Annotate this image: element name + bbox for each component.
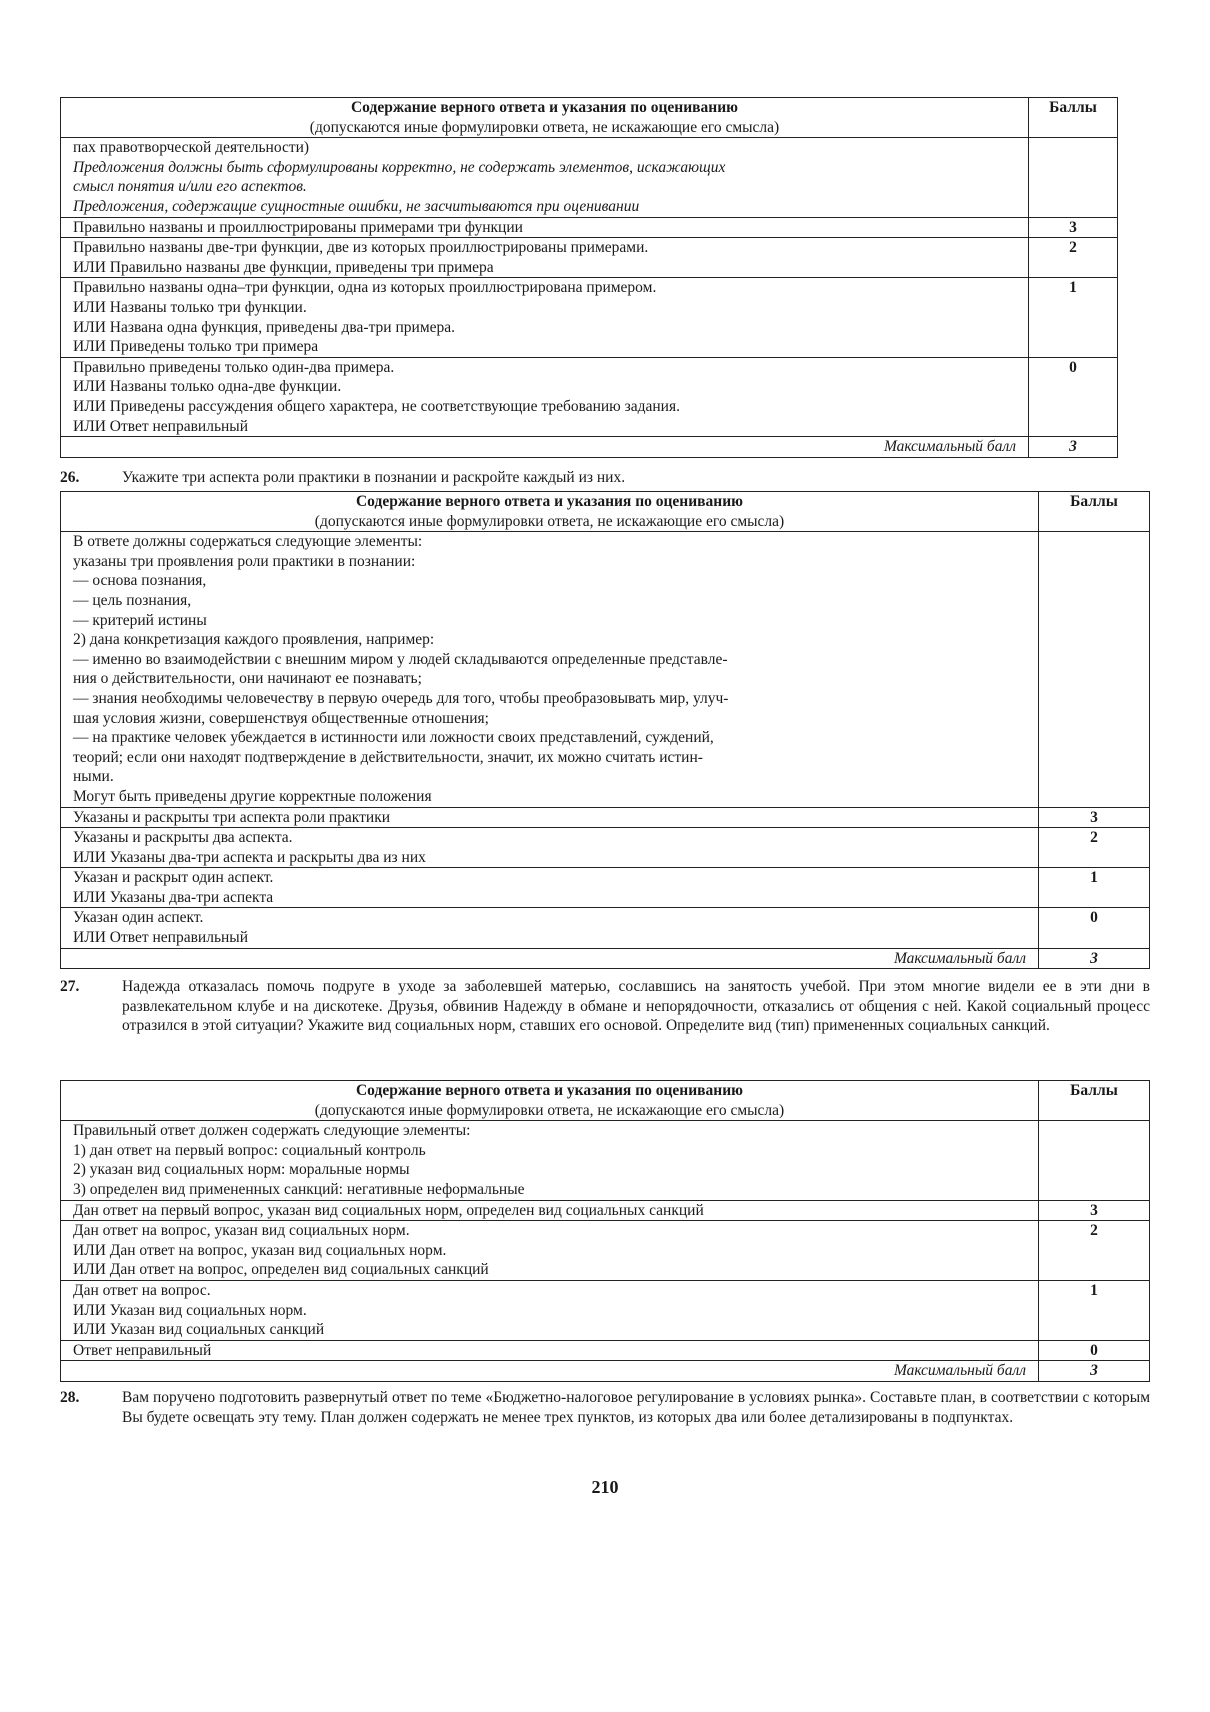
max-score-value: 3	[1029, 437, 1118, 458]
criteria-line: Ответ неправильный	[73, 1341, 212, 1359]
question-28	[60, 1388, 1150, 1427]
content-header-cell	[61, 1081, 1039, 1121]
criteria-line: ИЛИ Дан ответ на вопрос, определен вид социальных санкций	[73, 1261, 489, 1279]
max-score-row	[61, 437, 1118, 458]
table-row	[61, 868, 1150, 908]
criteria-line: указаны три проявления роли практики в познании:	[73, 552, 416, 570]
question-text: Укажите три аспекта роли практики в познании и раскройте каждый из них.	[122, 469, 626, 486]
table-row	[61, 1221, 1150, 1281]
criteria-cell	[61, 1221, 1039, 1281]
table-row	[61, 532, 1150, 807]
criteria-line: Указаны и раскрыты три аспекта роли практики	[73, 808, 391, 826]
criteria-line: 3) определен вид примененных санкций: негативные неформальные	[73, 1180, 525, 1198]
criteria-cell	[61, 828, 1039, 868]
criteria-line: Дан ответ на первый вопрос, указан вид социальных норм, определен вид социальных санкций	[73, 1201, 704, 1219]
criteria-line: ИЛИ Дан ответ на вопрос, указан вид социальных норм.	[73, 1241, 447, 1259]
score-cell	[1039, 532, 1150, 807]
score-cell: 0	[1039, 908, 1150, 948]
table-row	[61, 238, 1118, 278]
score-cell: 3	[1039, 807, 1150, 828]
criteria-line: — основа познания,	[73, 572, 207, 590]
criteria-line: Указаны и раскрыты два аспекта.	[73, 829, 293, 847]
score-cell: 2	[1039, 828, 1150, 868]
content-header-cell	[61, 98, 1029, 138]
score-cell: 2	[1039, 1221, 1150, 1281]
criteria-line: — на практике человек убеждается в истинности или ложности своих представлений, суждений,	[73, 729, 714, 747]
score-header: Баллы	[1049, 99, 1097, 116]
score-cell	[1029, 138, 1118, 217]
score-header-cell	[1039, 492, 1150, 532]
table-row	[61, 1280, 1150, 1340]
table-row	[61, 807, 1150, 828]
criteria-line: — знания необходимы человечеству в первую очередь для того, чтобы преобразовывать мир, улуч-	[73, 689, 729, 707]
question-number: 28.	[60, 1389, 80, 1406]
criteria-line: 2) указан вид социальных норм: моральные нормы	[73, 1161, 410, 1179]
header-title: Содержание верного ответа и указания по оцениванию	[355, 493, 743, 510]
criteria-line: ИЛИ Указан вид социальных санкций	[73, 1321, 325, 1339]
criteria-cell	[61, 1200, 1039, 1221]
score-cell: 1	[1039, 868, 1150, 908]
question-27	[60, 977, 1150, 1036]
criteria-line: смысл понятия и/или его аспектов.	[73, 178, 307, 196]
score-cell	[1039, 1121, 1150, 1200]
table-header-row	[61, 98, 1118, 138]
criteria-line: — именно во взаимодействии с внешним миром у людей складываются определенные представле-	[73, 650, 728, 668]
criteria-line: ИЛИ Ответ неправильный	[73, 417, 249, 435]
criteria-line: Предложения, содержащие сущностные ошибки, не засчитываются при оценивании	[73, 197, 640, 215]
table-row	[61, 828, 1150, 868]
criteria-line: Указан и раскрыт один аспект.	[73, 869, 274, 887]
table-row	[61, 1121, 1150, 1200]
criteria-line: Дан ответ на вопрос, указан вид социальных норм.	[73, 1222, 410, 1240]
score-cell: 3	[1029, 217, 1118, 238]
criteria-line: ИЛИ Ответ неправильный	[73, 929, 249, 947]
criteria-line: Могут быть приведены другие корректные положения	[73, 787, 432, 805]
score-cell: 0	[1039, 1340, 1150, 1361]
question-text: Надежда отказалась помочь подруге в уходе за заболевшей матерью, сославшись на занятость учебой. При этом многие видели ее в эти дни в развлекательном клубе и на дискотеке. Друзья, обвинив Надежду в обмане и непорядочности, отказались от общения с ней. Какой социальный процесс отразился в этой ситуации? Укажите вид социальных норм, ставших его основой. Определите вид (тип) примененных социальных санкций.	[122, 978, 1150, 1035]
score-header-cell	[1029, 98, 1118, 138]
question-text: Вам поручено подготовить развернутый ответ по теме «Бюджетно-налоговое регулирование в условиях рынка». Составьте план, в соответствии с которым Вы будете освещать эту тему. План должен содержать не менее трех пунктов, из которых два или более детализированы в подпунктах.	[122, 1389, 1150, 1426]
criteria-line: Правильный ответ должен содержать следующие элементы:	[73, 1122, 471, 1140]
header-subtitle: (допускаются иные формулировки ответа, не искажающие его смысла)	[314, 512, 785, 530]
header-title: Содержание верного ответа и указания по оцениванию	[350, 99, 738, 116]
criteria-line: ными.	[73, 768, 114, 786]
criteria-line: ИЛИ Названы только одна-две функции.	[73, 378, 342, 396]
score-cell: 2	[1029, 238, 1118, 278]
criteria-line: ИЛИ Указаны два-три аспекта и раскрыты два из них	[73, 848, 426, 866]
criteria-line: Правильно названы две-три функции, две из которых проиллюстрированы примерами.	[73, 239, 649, 257]
scoring-table-27	[60, 1080, 1150, 1382]
page-number: 210	[591, 1477, 619, 1497]
criteria-line: ИЛИ Названы только три функции.	[73, 298, 307, 316]
table-row	[61, 908, 1150, 948]
criteria-line: ния о действительности, они начинают ее познавать;	[73, 670, 422, 688]
criteria-line: Правильно названы и проиллюстрированы примерами три функции	[73, 218, 523, 236]
criteria-cell	[61, 138, 1029, 217]
criteria-line: пах правотворческой деятельности)	[73, 139, 310, 157]
criteria-line: шая условия жизни, совершенствуя общественные отношения;	[73, 709, 489, 727]
score-cell: 1	[1039, 1280, 1150, 1340]
criteria-cell	[61, 532, 1039, 807]
criteria-line: теорий; если они находят подтверждение в действительности, значит, их можно считать истин-	[73, 748, 703, 766]
criteria-line: Указан один аспект.	[73, 909, 204, 927]
criteria-cell	[61, 357, 1029, 436]
criteria-line: ИЛИ Названа одна функция, приведены два-три примера.	[73, 318, 456, 336]
max-score-value: 3	[1039, 1361, 1150, 1382]
criteria-cell	[61, 238, 1029, 278]
score-header: Баллы	[1070, 493, 1118, 510]
score-cell: 0	[1029, 357, 1118, 436]
scoring-table-26	[60, 491, 1150, 969]
score-header-cell	[1039, 1081, 1150, 1121]
question-number: 27.	[60, 978, 80, 995]
header-title: Содержание верного ответа и указания по оцениванию	[355, 1082, 743, 1099]
question-26	[60, 468, 1150, 488]
criteria-cell	[61, 1121, 1039, 1200]
criteria-cell	[61, 1280, 1039, 1340]
header-subtitle: (допускаются иные формулировки ответа, не искажающие его смысла)	[314, 1101, 785, 1119]
criteria-line: 1) дан ответ на первый вопрос: социальный контроль	[73, 1141, 426, 1159]
table-header-row	[61, 1081, 1150, 1121]
table-row	[61, 217, 1118, 238]
max-score-label: Максимальный балл	[61, 1361, 1039, 1382]
max-score-row	[61, 1361, 1150, 1382]
max-score-value: 3	[1039, 948, 1150, 969]
table-row	[61, 1200, 1150, 1221]
score-header: Баллы	[1070, 1082, 1118, 1099]
score-cell: 1	[1029, 278, 1118, 357]
criteria-line: ИЛИ Указан вид социальных норм.	[73, 1301, 307, 1319]
score-cell: 3	[1039, 1200, 1150, 1221]
criteria-line: Правильно названы одна–три функции, одна из которых проиллюстрирована примером.	[73, 279, 657, 297]
criteria-line: ИЛИ Указаны два-три аспекта	[73, 888, 274, 906]
criteria-line: В ответе должны содержаться следующие элементы:	[73, 533, 423, 551]
table-header-row	[61, 492, 1150, 532]
criteria-cell	[61, 868, 1039, 908]
header-subtitle: (допускаются иные формулировки ответа, не искажающие его смысла)	[309, 118, 780, 136]
criteria-line: ИЛИ Приведены рассуждения общего характера, не соответствующие требованию задания.	[73, 397, 680, 415]
question-number: 26.	[60, 469, 80, 486]
criteria-line: — критерий истины	[73, 611, 207, 629]
table-row	[61, 138, 1118, 217]
max-score-row	[61, 948, 1150, 969]
criteria-line: ИЛИ Приведены только три примера	[73, 338, 319, 356]
criteria-cell	[61, 217, 1029, 238]
content-header-cell	[61, 492, 1039, 532]
max-score-label: Максимальный балл	[61, 948, 1039, 969]
criteria-line: Предложения должны быть сформулированы корректно, не содержать элементов, искажающих	[73, 158, 726, 176]
criteria-cell	[61, 278, 1029, 357]
criteria-line: Дан ответ на вопрос.	[73, 1281, 211, 1299]
criteria-cell	[61, 908, 1039, 948]
criteria-line: — цель познания,	[73, 591, 192, 609]
criteria-line: Правильно приведены только один-два примера.	[73, 358, 395, 376]
table-row	[61, 278, 1118, 357]
criteria-cell	[61, 807, 1039, 828]
table-row	[61, 1340, 1150, 1361]
criteria-line: 2) дана конкретизация каждого проявления, например:	[73, 631, 435, 649]
max-score-label: Максимальный балл	[61, 437, 1029, 458]
criteria-line: ИЛИ Правильно названы две функции, приведены три примера	[73, 258, 494, 276]
table-row	[61, 357, 1118, 436]
criteria-cell	[61, 1340, 1039, 1361]
scoring-table-25	[60, 97, 1118, 458]
